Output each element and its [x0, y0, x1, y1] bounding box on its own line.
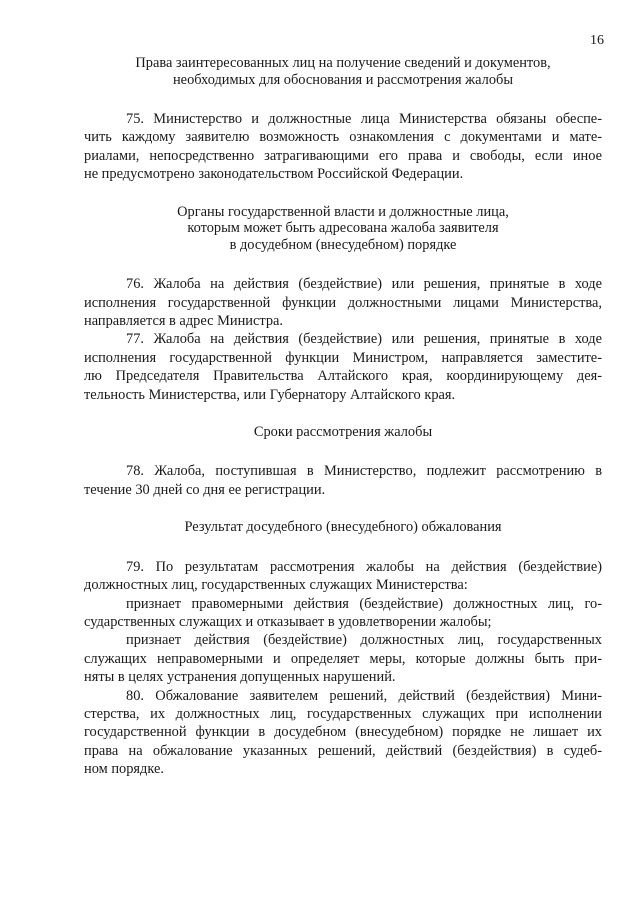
paragraph-line: признает действия (бездействие) должностных лиц, государственных — [126, 632, 602, 649]
section-heading — [84, 519, 602, 536]
paragraph-line: 78. Жалоба, поступившая в Министерство, подлежит рассмотрению в — [126, 463, 602, 480]
heading-gap — [84, 440, 602, 462]
page-number: 16 — [590, 33, 604, 48]
paragraph-line: исполнения государственной функции Министром, направляется заместите- — [84, 349, 602, 366]
paragraph-line: направляется в адрес Министра. — [84, 312, 284, 329]
paragraph-line: тельность Министерства, или Губернатору Алтайского края. — [84, 386, 456, 403]
section-heading — [84, 55, 602, 88]
section-heading — [84, 424, 602, 441]
paragraph-line: 80. Обжалование заявителем решений, действий (бездействия) Мини- — [126, 687, 602, 704]
paragraph — [84, 462, 602, 499]
paragraph-line: чить каждому заявителю возможность ознакомления с документами и мате- — [84, 129, 602, 146]
section-gap — [84, 499, 602, 519]
paragraph-line: сударственных служащих и отказывает в удовлетворении жалобы; — [84, 614, 492, 630]
paragraph-line: 76. Жалоба на действия (бездействие) или решения, принятые в ходе — [126, 276, 602, 293]
heading-line: необходимых для обоснования и рассмотрения жалобы — [172, 71, 514, 88]
heading-line: Права заинтересованных лиц на получение сведений и документов, — [135, 55, 551, 71]
paragraph-line: 79. По результатам рассмотрения жалобы на действия (бездействие) — [126, 558, 602, 575]
paragraph — [84, 631, 602, 686]
paragraph-line: служащих неправомерными и определяет меры, которые должны быть при- — [84, 650, 602, 667]
heading-line: Результат досудебного (внесудебного) обжалования — [184, 519, 502, 536]
paragraph-line: исполнения государственной функции должностными лицами Министерства, — [84, 294, 602, 311]
paragraph-line: течение 30 дней со дня ее регистрации. — [84, 481, 326, 498]
paragraph-line: 77. Жалоба на действия (бездействие) или решения, принятые в ходе — [126, 331, 602, 348]
section-gap — [84, 404, 602, 424]
paragraph-line: няты в целях устранения допущенных нарушений. — [84, 669, 396, 686]
heading-line: в досудебном (внесудебном) порядке — [229, 236, 457, 253]
paragraph-line: государственной функции в досудебном (внесудебном) порядке не лишает их — [84, 724, 602, 741]
paragraph — [84, 558, 602, 595]
paragraph-line: не предусмотрено законодательством Российской Федерации. — [84, 166, 464, 183]
heading-gap — [84, 88, 602, 110]
paragraph — [84, 687, 602, 779]
paragraph-line: признает правомерными действия (бездействие) должностных лиц, го- — [126, 595, 602, 612]
paragraph-line: 75. Министерство и должностные лица Министерства обязаны обеспе- — [126, 111, 602, 127]
paragraph-line: права на обжалование указанных решений, действий (бездействия) в судеб- — [84, 742, 602, 759]
section-gap — [84, 184, 602, 204]
heading-line: Сроки рассмотрения жалобы — [253, 423, 433, 440]
paragraph — [84, 330, 602, 404]
paragraph-line: риалами, непосредственно затрагивающими его права и свободы, если иное — [84, 147, 602, 164]
paragraph — [84, 595, 602, 632]
paragraph — [84, 275, 602, 330]
document-body — [84, 55, 602, 779]
heading-gap — [84, 253, 602, 275]
section-heading — [84, 204, 602, 254]
heading-gap — [84, 536, 602, 558]
heading-line: Органы государственной власти и должностные лица, — [177, 203, 509, 220]
paragraph-line: лю Председателя Правительства Алтайского края, координирующему дея- — [84, 368, 602, 385]
paragraph-line: стерства, их должностных лиц, государственных служащих при исполнении — [84, 706, 602, 723]
heading-line: которым может быть адресована жалоба заявителя — [187, 220, 499, 237]
paragraph — [84, 110, 602, 184]
paragraph-line: должностных лиц, государственных служащих Министерства: — [84, 577, 468, 594]
paragraph-line: ном порядке. — [84, 761, 164, 778]
